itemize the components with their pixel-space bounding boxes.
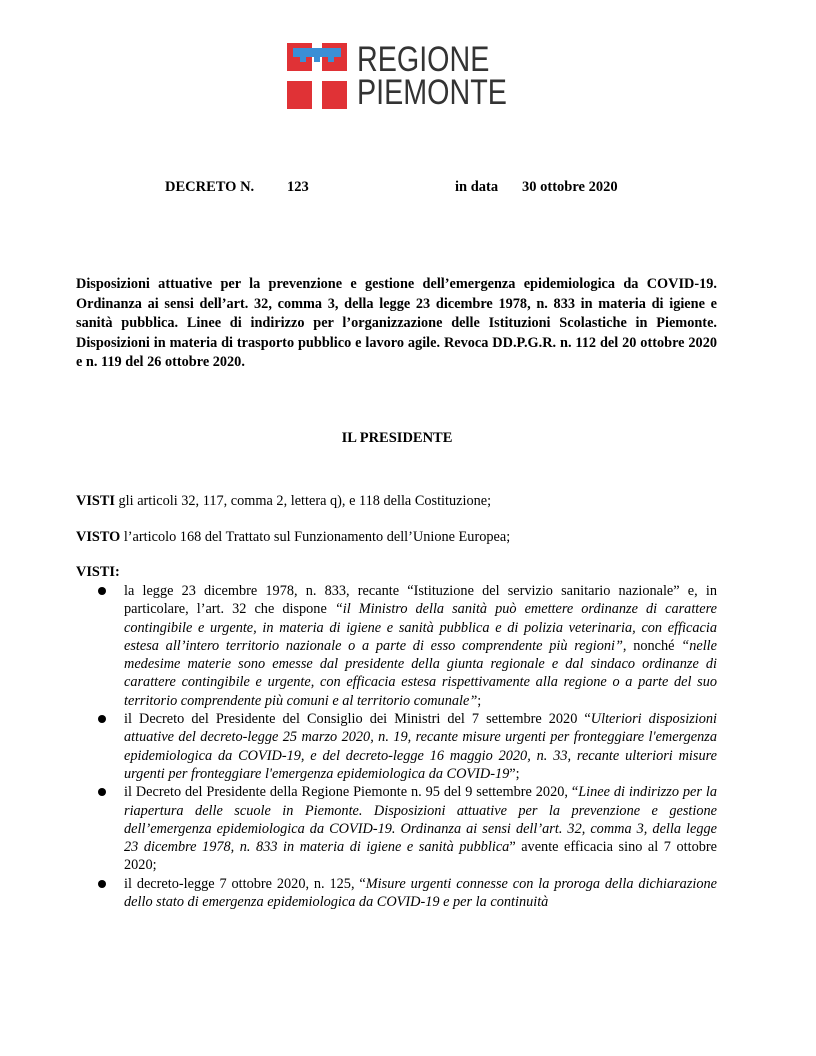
visto-lead: VISTO — [76, 529, 121, 545]
visti-text: gli articoli 32, 117, comma 2, lettera q), e 118 della Costituzione; — [114, 493, 492, 509]
decree-number: 123 — [287, 179, 309, 195]
list-item — [76, 875, 717, 912]
list-item-quote: “nelle medesime materie sono emesse dal presidente della giunta regionale e dal sindaco ordinanze di carattere contingibile e urgente, con efficacia estesa rispettivamente alla regione o a parte del suo territorio comprendente più comuni e al territorio comunale” — [124, 637, 717, 709]
visti-list-heading-wrap — [76, 563, 717, 583]
president-heading-wrap — [0, 430, 816, 447]
bullet-icon — [98, 880, 106, 888]
list-item-text: il decreto-legge 7 ottobre 2020, n. 125, “ — [124, 875, 366, 892]
list-item-text: , nonché — [622, 637, 682, 654]
list-item-quote: Misure urgenti connesse con la proroga della dichiarazione dello stato di emergenza epidemiologica da COVID-19 e per la continuità — [124, 875, 717, 911]
list-item-quote: “il Ministro della sanità può emettere ordinanze di carattere contingibile e urgente, in materia di igiene e sanità pubblica e di polizia veterinaria, con efficacia estesa all’intero territorio nazionale o a parte di esso comprendente più regioni” — [124, 601, 717, 654]
regione-piemonte-logo — [287, 40, 513, 112]
bullet-icon — [98, 587, 106, 595]
piemonte-flag-icon — [287, 43, 347, 109]
list-item-text: la legge 23 dicembre 1978, n. 833, recante “Istituzione del servizio sanitario nazionale” e, in particolare, l’art. 32 che dispone — [124, 583, 717, 618]
logo-wordmark — [357, 40, 507, 112]
visto-text: l’articolo 168 del Trattato sul Funzionamento dell’Unione Europea; — [120, 529, 511, 545]
bullet-icon — [98, 788, 106, 796]
president-heading: IL PRESIDENTE — [341, 430, 453, 446]
list-item-text: ” avente efficacia sino al 7 ottobre 2020; — [124, 839, 717, 874]
visti-lead: VISTI — [76, 493, 115, 509]
visti-list — [76, 582, 717, 911]
bullet-icon — [98, 715, 106, 723]
list-item — [76, 710, 717, 783]
list-item-quote: Ulteriori disposizioni attuative del decreto-legge 25 marzo 2020, n. 19, recante misure urgenti per fronteggiare l'emergenza epidemiologica da COVID-19, e del decreto-legge 16 maggio 2020, n. 33, recante ulteriori misure urgenti per fronteggiare l'emergenza epidemiologica da COVID-19 — [124, 711, 718, 782]
list-item-text: ”; — [509, 765, 520, 782]
logo-line-2: PIEMONTE — [357, 73, 507, 112]
visti-list-heading: VISTI: — [76, 564, 120, 580]
visto-paragraph — [76, 528, 717, 548]
list-item-text: ; — [477, 692, 482, 709]
decree-date-label: in data — [455, 179, 499, 195]
decree-subject: Disposizioni attuative per la prevenzione e gestione dell’emergenza epidemiologica da COVID-19. Ordinanza ai sensi dell’art. 32, comma 3, della legge 23 dicembre 1978, n. 833 in materia di igiene e sanità pubblica. Linee di indirizzo per l’organizzazione delle Istituzioni Scolastiche in Piemonte. Disposizioni in materia di trasporto pubblico e lavoro agile. Revoca DD.P.G.R. n. 112 del 20 ottobre 2020 e n. 119 del 26 ottobre 2020. — [76, 276, 717, 370]
logo-line-1: REGIONE — [357, 40, 490, 79]
list-item — [76, 783, 717, 874]
decree-label: DECRETO N. — [165, 179, 255, 195]
list-item-text: il Decreto del Presidente del Consiglio dei Ministri del 7 settembre 2020 “ — [124, 711, 591, 728]
list-item-quote: Linee di indirizzo per la riapertura delle scuole in Piemonte. Disposizioni attuative per la prevenzione e gestione dell’emergenza epidemiologica da COVID-19. Ordinanza ai sensi dell’art. 32, comma 3, della legge 23 dicembre 1978, n. 833 in materia di igiene e sanità pubblica — [124, 784, 717, 856]
decree-date: 30 ottobre 2020 — [522, 179, 618, 195]
visti-paragraph — [76, 492, 717, 512]
list-item — [76, 582, 717, 710]
list-item-text: il Decreto del Presidente della Regione Piemonte n. 95 del 9 settembre 2020, “ — [124, 784, 579, 801]
